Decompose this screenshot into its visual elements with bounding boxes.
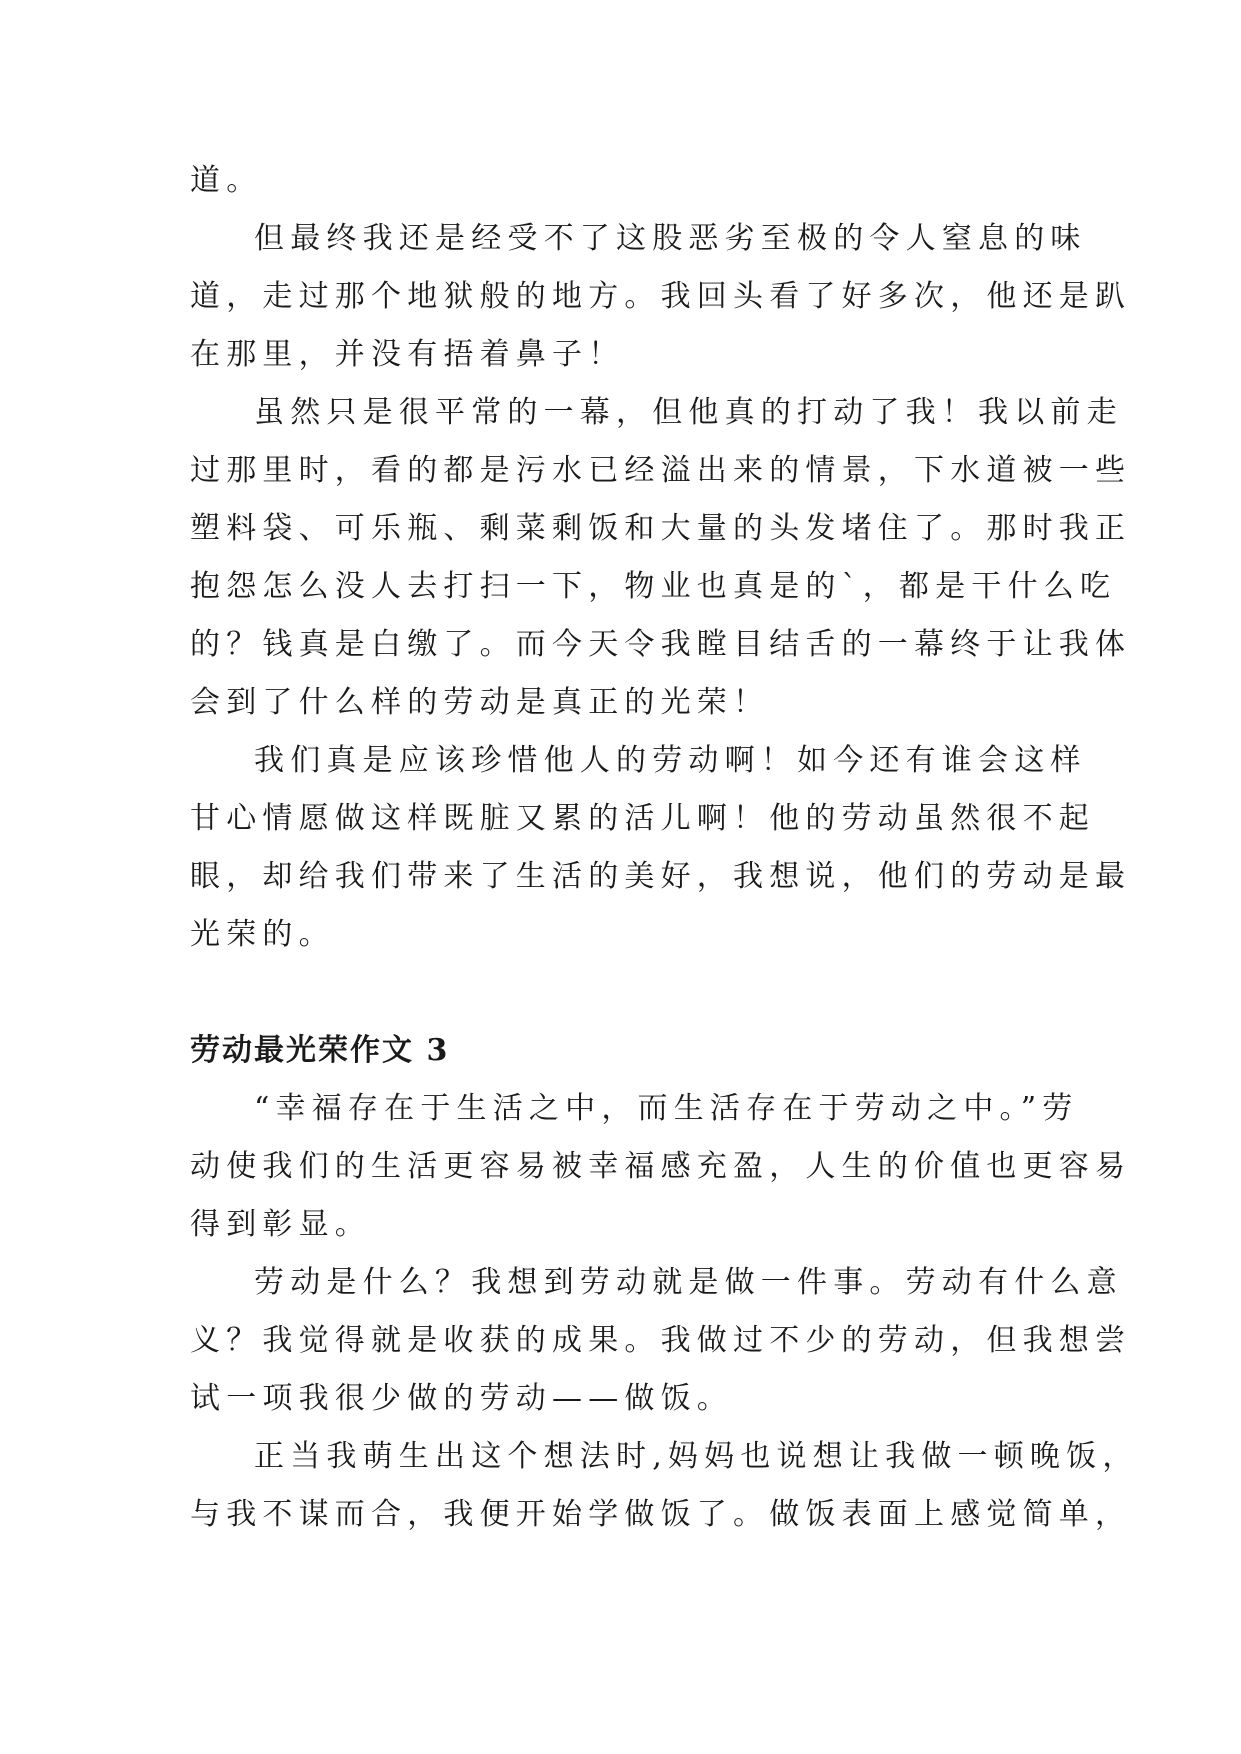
paragraph-2	[190, 210, 1132, 384]
text-line: 义？我觉得就是收获的成果。我做过不少的劳动，但我想尝	[190, 1323, 1132, 1358]
paragraph-6	[190, 1254, 1132, 1428]
text-line: 抱怨怎么没人去打扫一下，物业也真是的`，都是干什么吃	[190, 569, 1117, 604]
document-body	[190, 152, 1139, 1544]
text-line: 动使我们的生活更容易被幸福感充盈，人生的价值也更容易	[190, 1149, 1132, 1184]
section-spacer	[190, 964, 1056, 1022]
text-line: 的？钱真是白缴了。而今天令我瞠目结舌的一幕终于让我体	[190, 627, 1132, 662]
section-title: 劳动最光荣作文 3	[190, 1033, 450, 1068]
text-line: 过那里时，看的都是污水已经溢出来的情景，下水道被一些	[190, 453, 1132, 488]
paragraph-3	[190, 384, 1132, 732]
paragraph-7	[190, 1428, 1139, 1544]
paragraph-1	[190, 152, 1056, 210]
text-line: 试一项我很少做的劳动——做饭。	[190, 1381, 733, 1416]
text-line: 甘心情愿做这样既脏又累的活儿啊！他的劳动虽然很不起	[190, 801, 1095, 836]
text-line: 塑料袋、可乐瓶、剩菜剩饭和大量的头发堵住了。那时我正	[190, 511, 1132, 546]
paragraph-4	[190, 732, 1132, 964]
text-line: 正当我萌生出这个想法时,妈妈也说想让我做一顿晚饭，	[254, 1439, 1139, 1474]
text-line: 道，走过那个地狱般的地方。我回头看了好多次，他还是趴	[190, 279, 1132, 314]
text-line: 眼，却给我们带来了生活的美好，我想说，他们的劳动是最	[190, 859, 1132, 894]
text-line: 道。	[190, 163, 263, 198]
text-line: 与我不谋而合，我便开始学做饭了。做饭表面上感觉简单，	[190, 1497, 1132, 1532]
text-line: 虽然只是很平常的一幕，但他真的打动了我！我以前走	[254, 395, 1123, 430]
text-line: 在那里，并没有捂着鼻子！	[190, 337, 625, 372]
text-line: 光荣的。	[190, 917, 335, 952]
text-line: “幸福存在于生活之中，而生活存在于劳动之中。”劳	[254, 1091, 1079, 1126]
paragraph-5	[190, 1080, 1132, 1254]
text-line: 会到了什么样的劳动是真正的光荣！	[190, 685, 770, 720]
text-line: 但最终我还是经受不了这股恶劣至极的令人窒息的味	[254, 221, 1087, 256]
text-line: 我们真是应该珍惜他人的劳动啊！如今还有谁会这样	[254, 743, 1087, 778]
text-line: 劳动是什么？我想到劳动就是做一件事。劳动有什么意	[254, 1265, 1123, 1300]
text-line: 得到彰显。	[190, 1207, 371, 1242]
